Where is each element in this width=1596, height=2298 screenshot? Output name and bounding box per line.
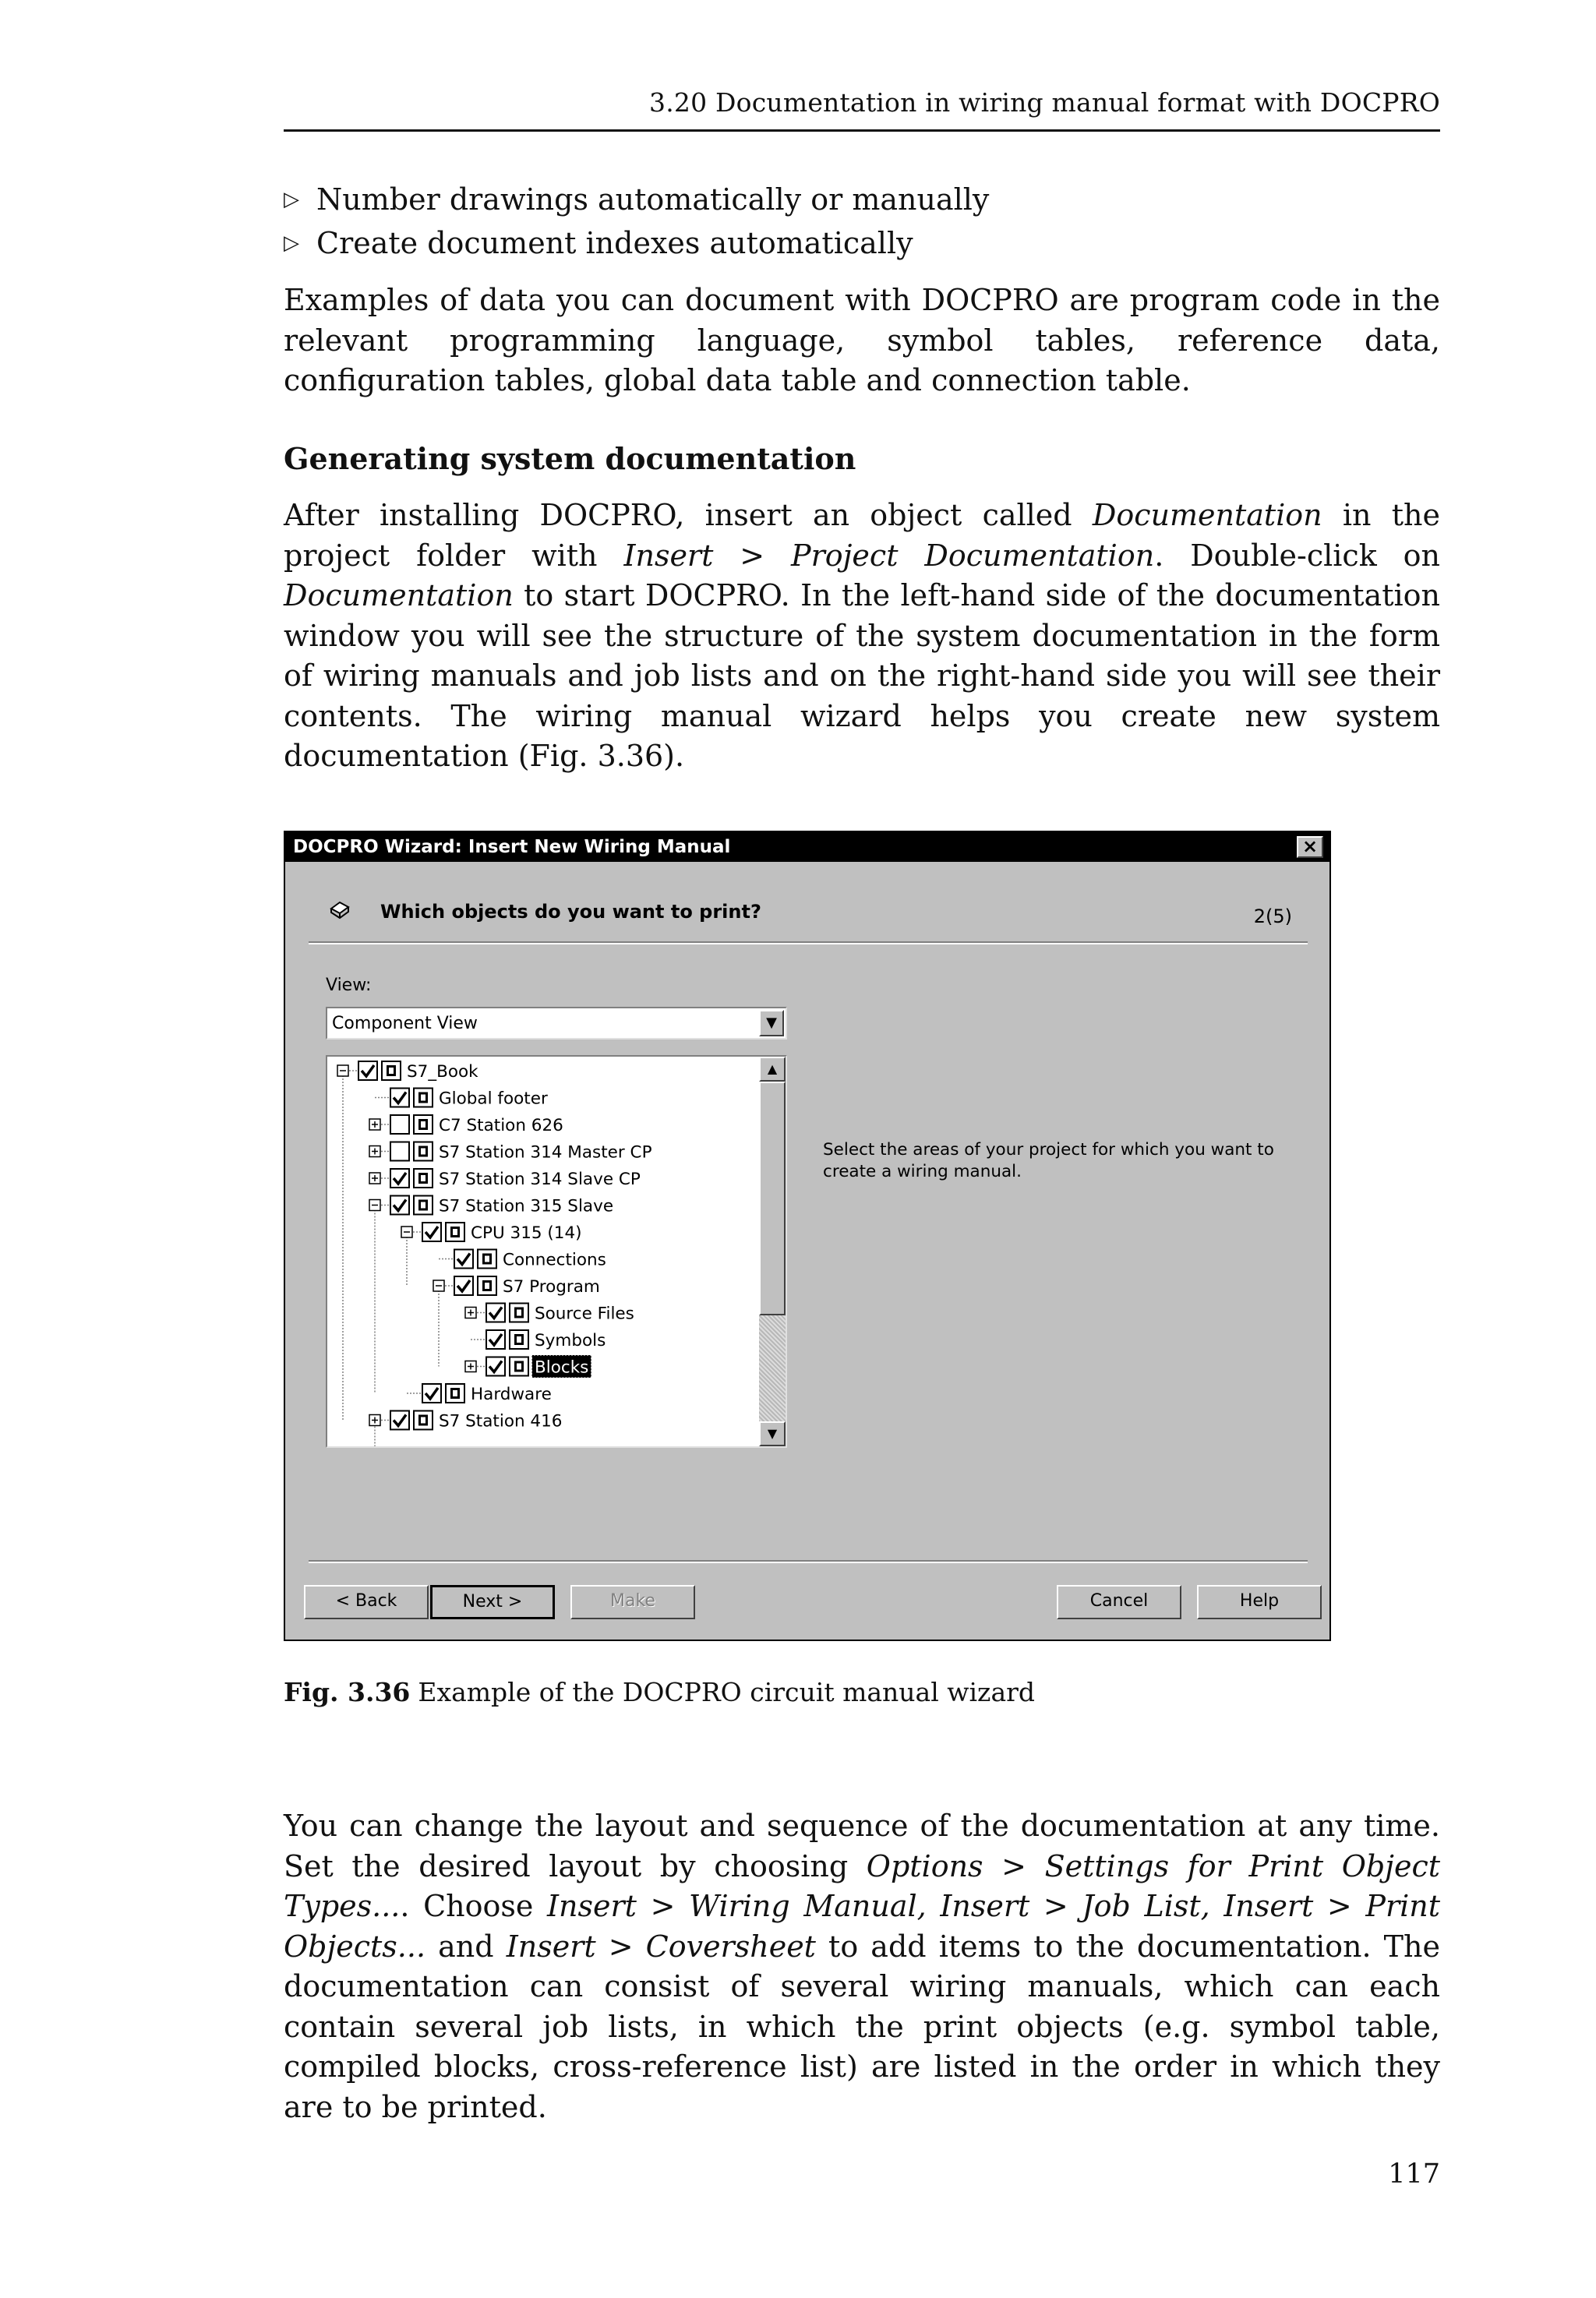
tree-item-cpu-315-14[interactable] <box>401 1223 582 1243</box>
tree-item-blocks[interactable] <box>465 1356 591 1378</box>
back-button[interactable]: < Back <box>304 1585 429 1619</box>
bullet-item: ▷ Number drawings automatically or manually <box>284 178 1440 221</box>
figure-label: Fig. 3.36 <box>284 1677 411 1707</box>
docpro-wizard-dialog <box>284 831 1331 1641</box>
footer-separator <box>309 1560 1308 1563</box>
tree-item-hardware[interactable] <box>407 1384 552 1404</box>
tree-item-s7-station-416[interactable] <box>369 1411 562 1431</box>
tree-canvas <box>327 1057 761 1446</box>
view-select-value: Component View <box>332 1014 478 1033</box>
tree-item-label: S7 Station 314 Master CP <box>439 1142 652 1163</box>
paragraph-generating: After installing DOCPRO, insert an object called Documentation in the project folder with Insert > Project Documentation. Double-click on Documentation to start DOCPRO. In the left-hand side of the documentation window you will see the structure of the system documentation in the form of wiring manuals and job lists and on the right-hand side you will see their contents. The wiring manual wizard helps you create new system documentation (Fig. 3.36). <box>284 498 1440 773</box>
paragraph-layout: You can change the layout and sequence of the documentation at any time. Set the desired layout by choosing Options > Settings for Print Object Types.... Choose Insert > Wiring Manual, Insert > Job List, Insert > Print Objects... and Insert > Coversheet to add items to the documentation. The documentation can consist of several wiring manuals, which can each contain several job lists, in which the print objects (e.g. symbol table, compiled blocks, cross-reference list) are listed in the order in which they are to be printed. <box>284 1809 1441 2124</box>
dropdown-arrow-icon[interactable]: ▼ <box>759 1010 784 1036</box>
checkbox-icon[interactable] <box>454 1276 473 1295</box>
tree-item-label: S7 Station 315 Slave <box>439 1196 614 1216</box>
tree-item-label: Connections <box>503 1250 606 1270</box>
tree-item-s7-program[interactable] <box>433 1276 600 1297</box>
page-number: 117 <box>1388 2159 1440 2190</box>
dialog-title: DOCPRO Wizard: Insert New Wiring Manual <box>293 837 731 857</box>
figure-caption <box>284 1677 1035 1707</box>
tree-item-label: Symbols <box>535 1331 606 1350</box>
scroll-thumb[interactable] <box>759 1082 786 1315</box>
dialog-titlebar <box>285 832 1329 862</box>
tree-item-connections[interactable] <box>439 1250 606 1270</box>
triangle-bullet-icon: ▷ <box>284 188 299 211</box>
checkbox-icon[interactable] <box>390 1089 409 1107</box>
checkbox-icon[interactable] <box>486 1304 505 1322</box>
tree-scrollbar[interactable] <box>759 1057 786 1446</box>
checkbox-icon[interactable] <box>422 1223 441 1241</box>
checkbox-icon[interactable] <box>422 1384 441 1403</box>
make-button[interactable]: Make <box>570 1585 695 1619</box>
tree-item-label: C7 Station 626 <box>439 1116 563 1135</box>
checkbox-icon[interactable] <box>390 1115 409 1134</box>
triangle-bullet-icon: ▷ <box>284 231 299 255</box>
bullet-item: ▷ Create document indexes automatically <box>284 221 1440 265</box>
wizard-instructions: Select the areas of your project for which you want to create a wiring manual. <box>823 1140 1274 1181</box>
tree-item-s7-station-315-slave[interactable] <box>369 1196 613 1216</box>
section-heading: Generating system documentation <box>284 441 856 476</box>
figure-caption-text: Example of the DOCPRO circuit manual wizard <box>418 1677 1036 1707</box>
checkbox-icon[interactable] <box>486 1357 505 1376</box>
tree-item-label: S7_Book <box>407 1062 478 1082</box>
checkbox-icon[interactable] <box>358 1061 377 1080</box>
wizard-book-icon <box>329 899 351 921</box>
header-rule <box>284 129 1440 132</box>
wizard-question: Which objects do you want to print? <box>380 901 761 923</box>
close-button[interactable]: × <box>1297 836 1323 858</box>
tree-item-s7-station-314-slave-cp[interactable] <box>369 1169 641 1189</box>
help-button[interactable]: Help <box>1197 1585 1322 1619</box>
scroll-up-button[interactable]: ▲ <box>759 1057 786 1082</box>
header-separator <box>309 941 1308 944</box>
wizard-step-indicator: 2(5) <box>1253 905 1292 927</box>
checkbox-icon[interactable] <box>390 1411 409 1430</box>
tree-item-label: Source Files <box>535 1304 634 1324</box>
tree-item-label: S7 Station 416 <box>439 1411 563 1431</box>
checkbox-icon[interactable] <box>390 1142 409 1161</box>
tree-item-c7-station-626[interactable] <box>369 1115 563 1135</box>
view-select[interactable] <box>326 1007 787 1040</box>
tree-item-label: Global footer <box>439 1089 548 1109</box>
tree-item-s7-station-314-master-cp[interactable] <box>369 1142 652 1163</box>
bullet-list <box>284 178 1440 265</box>
cancel-button[interactable]: Cancel <box>1057 1585 1181 1619</box>
checkbox-icon[interactable] <box>390 1196 409 1215</box>
paragraph-examples: Examples of data you can document with DOCPRO are program code in the relevant programming language, symbol tables, reference data, configuration tables, global data table and connection table. <box>284 283 1440 397</box>
scroll-down-button[interactable]: ▼ <box>759 1421 786 1446</box>
tree-item-label: S7 Program <box>503 1277 600 1297</box>
tree-item-symbols[interactable] <box>471 1330 606 1350</box>
checkbox-icon[interactable] <box>390 1169 409 1188</box>
tree-item-label: Blocks <box>535 1357 589 1378</box>
tree-item-s7-book[interactable] <box>337 1061 478 1082</box>
tree-item-global-footer[interactable] <box>375 1089 548 1109</box>
tree-item-label: Hardware <box>471 1385 552 1404</box>
checkbox-icon[interactable] <box>454 1250 473 1269</box>
tree-item-label: S7 Station 314 Slave CP <box>439 1170 641 1189</box>
tree-item-label: CPU 315 (14) <box>471 1223 582 1243</box>
view-label: View: <box>326 976 372 995</box>
tree-item-source-files[interactable] <box>465 1304 634 1324</box>
next-button[interactable]: Next > <box>430 1585 555 1619</box>
checkbox-icon[interactable] <box>486 1330 505 1349</box>
running-head: 3.20 Documentation in wiring manual format with DOCPRO <box>649 87 1440 118</box>
project-tree[interactable] <box>326 1055 787 1448</box>
